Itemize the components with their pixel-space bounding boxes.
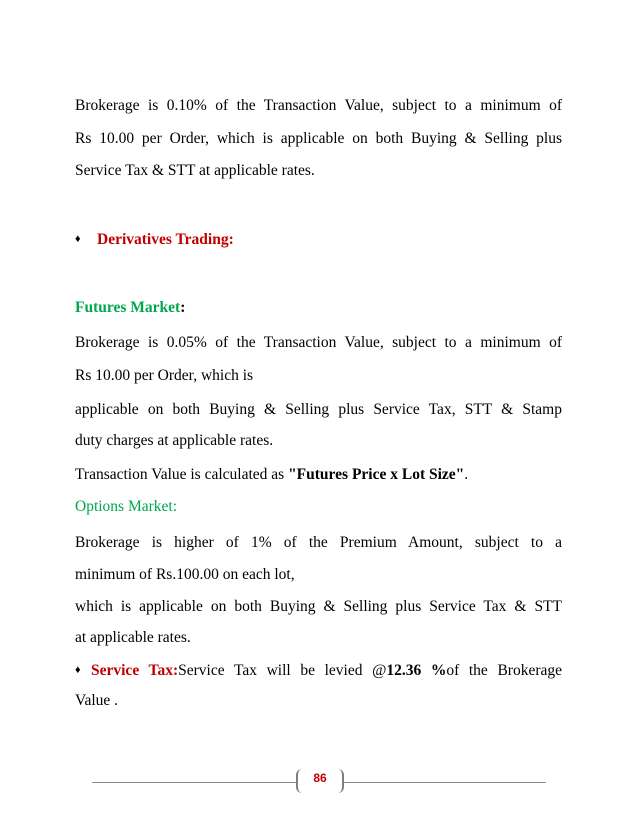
futures-brokerage-line-1: Brokerage is 0.05% of the Transaction Value, subject to a minimum of [75, 334, 562, 351]
futures-brokerage-line-2: Rs 10.00 per Order, which is [75, 367, 254, 384]
futures-heading: Futures Market [75, 299, 181, 316]
footer-rule-left [92, 782, 296, 783]
options-brokerage-line-2: minimum of Rs.100.00 on each lot, [75, 566, 295, 583]
options-heading: Options Market: [75, 498, 178, 515]
futures-brokerage-line-3: applicable on both Buying & Selling plus Service Tax, STT & Stamp [75, 401, 562, 418]
page-number: 86 [313, 771, 327, 785]
service-tax-line-2: Value . [75, 692, 119, 709]
service-tax-line-1 [75, 660, 562, 681]
document-page [75, 0, 562, 826]
transaction-value-suffix: . [464, 466, 469, 483]
derivatives-heading: Derivatives Trading: [97, 231, 234, 248]
equity-brokerage-line-1: Brokerage is 0.10% of the Transaction Value, subject to a minimum of [75, 97, 562, 114]
equity-brokerage-line-2: Rs 10.00 per Order, which is applicable on both Buying & Selling plus [75, 130, 562, 147]
options-brokerage-line-1: Brokerage is higher of 1% of the Premium Amount, subject to a [75, 534, 562, 551]
transaction-value-formula: "Futures Price x Lot Size" [288, 466, 465, 483]
diamond-bullet-icon: ♦ [75, 233, 81, 245]
derivatives-heading-row [75, 229, 562, 250]
transaction-value-line [75, 465, 562, 485]
footer-rule-right [344, 782, 546, 783]
options-brokerage-line-3: which is applicable on both Buying & Selling plus Service Tax & STT [75, 598, 562, 615]
transaction-value-prefix: Transaction Value is calculated as [75, 466, 289, 483]
futures-heading-colon: : [180, 299, 186, 316]
service-tax-text-a: Service Tax will be levied @ [178, 662, 387, 679]
service-tax-rate: 12.36 % [386, 662, 447, 679]
futures-brokerage-line-4: duty charges at applicable rates. [75, 432, 274, 449]
diamond-bullet-icon: ♦ [75, 664, 81, 676]
futures-heading-row [75, 298, 562, 318]
options-brokerage-line-4: at applicable rates. [75, 629, 191, 646]
service-tax-label: Service Tax: [91, 662, 179, 679]
service-tax-text-b: of the Brokerage [446, 662, 562, 679]
equity-brokerage-line-3: Service Tax & STT at applicable rates. [75, 162, 315, 179]
